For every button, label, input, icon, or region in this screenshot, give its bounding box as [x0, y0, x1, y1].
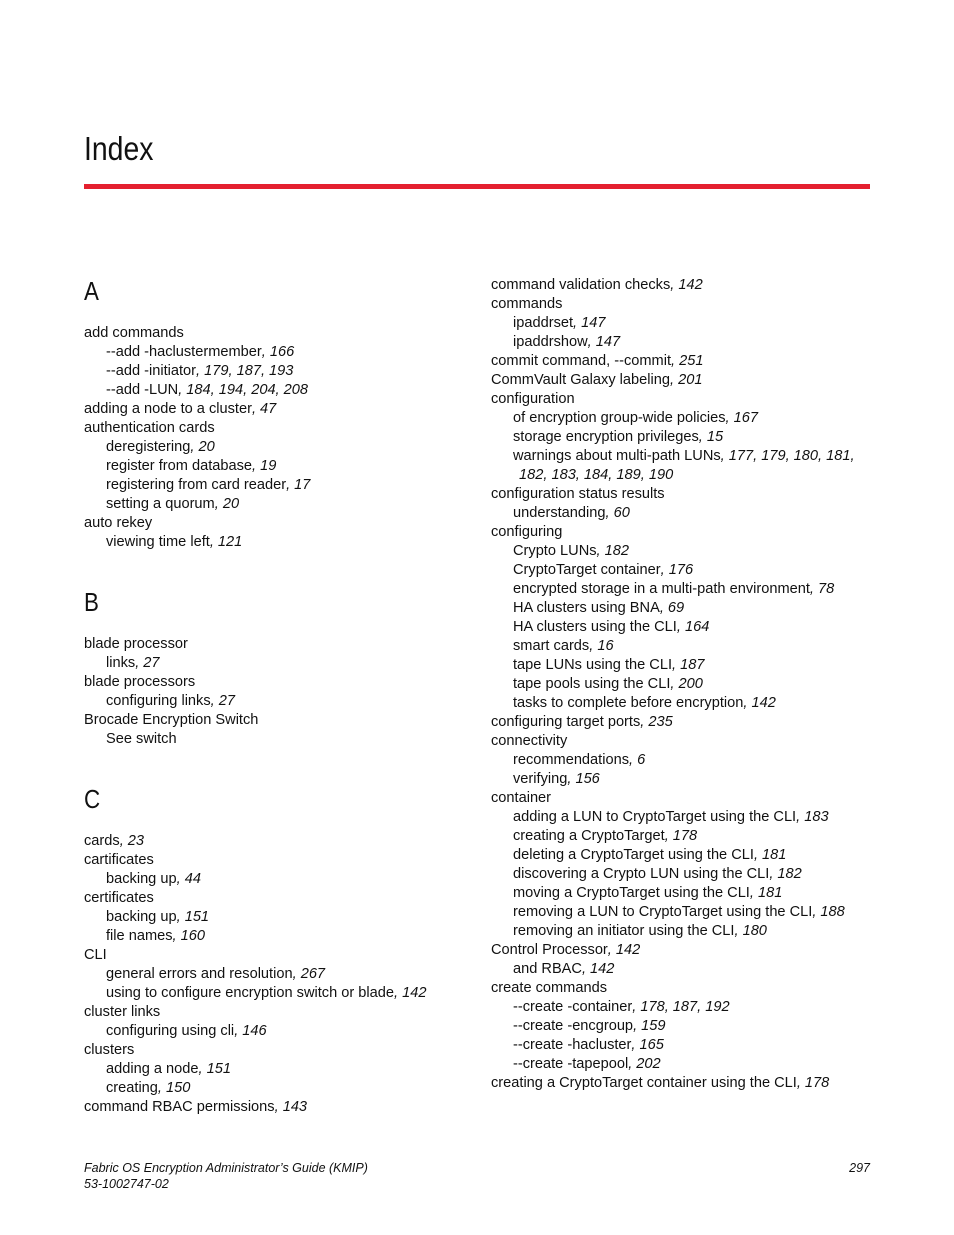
- index-term: ipaddrshow: [513, 334, 588, 350]
- index-term: cartificates: [84, 852, 154, 868]
- index-term: warnings about multi-path LUNs: [513, 448, 721, 464]
- index-term: adding a node to a cluster: [84, 401, 252, 417]
- index-subentry: [491, 846, 891, 865]
- index-subentry: [491, 580, 891, 599]
- index-term: Control Processor: [491, 942, 608, 958]
- index-page-refs[interactable]: , 187: [672, 657, 705, 673]
- index-page-refs[interactable]: , 20: [190, 439, 215, 455]
- index-entry: [491, 485, 891, 504]
- index-page-refs[interactable]: , 178: [664, 828, 698, 844]
- index-term: --create -container: [513, 999, 633, 1015]
- index-term: deleting a CryptoTarget using the CLI: [513, 847, 754, 863]
- index-subentry: [491, 1055, 891, 1074]
- index-term: general errors and resolution: [106, 966, 293, 982]
- index-entry: [84, 832, 484, 851]
- index-term: understanding: [513, 505, 606, 521]
- index-term: backing up: [106, 871, 177, 887]
- index-term: add commands: [84, 325, 184, 341]
- index-subentry: [491, 865, 891, 884]
- index-entry: [84, 946, 484, 965]
- index-page-refs[interactable]: , 142: [607, 942, 641, 958]
- index-term: configuring using cli: [106, 1023, 235, 1039]
- index-term: cards: [84, 833, 120, 849]
- index-term: file names: [106, 928, 173, 944]
- index-term: authentication cards: [84, 420, 215, 436]
- index-entry: [491, 523, 891, 542]
- index-subentry: [491, 504, 891, 523]
- index-page-refs[interactable]: , 16: [589, 638, 614, 654]
- index-subentry: [84, 476, 484, 495]
- index-page-refs[interactable]: , 150: [157, 1080, 191, 1096]
- index-subentry: [491, 884, 891, 903]
- index-entry: [491, 713, 891, 732]
- index-subentry: [491, 903, 891, 922]
- index-letter-heading: B: [84, 587, 99, 617]
- index-page-refs[interactable]: , 151: [176, 909, 210, 925]
- index-term: encrypted storage in a multi-path environment: [513, 581, 810, 597]
- index-term: HA clusters using BNA: [513, 600, 660, 616]
- index-page-refs[interactable]: , 47: [251, 401, 277, 417]
- index-entry: [84, 324, 484, 343]
- footer-doc-number: 53-1002747-02: [84, 1177, 169, 1191]
- index-subentry: [491, 827, 891, 846]
- index-subentry: [491, 1036, 891, 1055]
- index-page-refs[interactable]: , 147: [573, 315, 606, 331]
- index-page-refs[interactable]: , 146: [234, 1023, 267, 1039]
- index-term: configuration status results: [491, 486, 665, 502]
- index-subentry: [84, 692, 484, 711]
- index-page-refs[interactable]: , 184, 194, 204, 208: [178, 382, 309, 398]
- index-term: storage encryption privileges: [513, 429, 699, 445]
- index-page-refs[interactable]: , 69: [659, 600, 685, 616]
- index-subentry: [84, 438, 484, 457]
- title-rule: [84, 184, 870, 189]
- index-term: tape LUNs using the CLI: [513, 657, 672, 673]
- index-term: recommendations: [513, 752, 629, 768]
- page-title: Index: [84, 130, 154, 167]
- index-page-refs[interactable]: , 156: [567, 771, 600, 787]
- index-subentry: [491, 808, 891, 827]
- index-entry: [84, 514, 484, 533]
- index-term: using to configure encryption switch or blade: [106, 985, 394, 1001]
- index-page-refs[interactable]: , 60: [605, 505, 630, 521]
- index-term: verifying: [513, 771, 568, 787]
- index-term: configuration: [491, 391, 575, 407]
- index-subentry: [84, 1060, 484, 1079]
- index-subentry: [84, 870, 484, 889]
- index-subentry: [491, 542, 891, 561]
- index-entry: [84, 400, 484, 419]
- index-page-refs[interactable]: , 159: [633, 1018, 666, 1034]
- index-subentry: [84, 495, 484, 514]
- index-term: discovering a Crypto LUN using the CLI: [513, 866, 770, 882]
- index-page-refs[interactable]: , 142: [743, 695, 776, 711]
- index-term: removing an initiator using the CLI: [513, 923, 735, 939]
- index-subentry: [491, 960, 891, 979]
- index-page-refs[interactable]: , 188: [812, 904, 845, 920]
- index-term: adding a node: [106, 1061, 199, 1077]
- index-entry: [84, 851, 484, 870]
- index-term: Crypto LUNs: [513, 543, 597, 559]
- index-page-refs[interactable]: , 201: [670, 372, 703, 388]
- index-term: and RBAC: [513, 961, 582, 977]
- index-entry: [491, 732, 891, 751]
- index-page-refs[interactable]: , 15: [698, 429, 724, 445]
- index-page-refs[interactable]: , 151: [198, 1061, 231, 1077]
- index-page-refs[interactable]: , 160: [172, 928, 205, 944]
- index-entry: [84, 1098, 484, 1117]
- index-term: deregistering: [106, 439, 191, 455]
- index-page-refs[interactable]: , 178: [796, 1075, 830, 1091]
- index-entry: [84, 673, 484, 692]
- index-subentry: [491, 694, 891, 713]
- index-page-refs[interactable]: , 181: [749, 885, 783, 901]
- index-term: removing a LUN to CryptoTarget using the CLI: [513, 904, 813, 920]
- index-subentry: [491, 599, 891, 618]
- index-term: CommVault Galaxy labeling: [491, 372, 670, 388]
- index-subentry: [491, 656, 891, 675]
- index-term: commands: [491, 296, 563, 312]
- index-term: container: [491, 790, 552, 806]
- index-page-refs[interactable]: , 251: [671, 353, 704, 369]
- index-subentry: [84, 984, 484, 1003]
- index-page-refs[interactable]: , 165: [631, 1037, 664, 1053]
- index-subentry: [84, 965, 484, 984]
- index-page-refs[interactable]: , 121: [209, 534, 243, 550]
- index-page-refs[interactable]: , 167: [725, 410, 759, 426]
- index-page-refs[interactable]: , 180: [734, 923, 767, 939]
- index-entry: [84, 889, 484, 908]
- index-entry: [491, 295, 891, 314]
- footer-page-number: 297: [849, 1161, 870, 1175]
- index-page-refs[interactable]: , 181: [753, 847, 787, 863]
- index-page-refs[interactable]: , 182: [596, 543, 629, 559]
- index-term: registering from card reader: [106, 477, 287, 493]
- index-subentry: [491, 1017, 891, 1036]
- index-term: auto rekey: [84, 515, 153, 531]
- index-entry: [491, 352, 891, 371]
- index-page-refs[interactable]: , 164: [676, 619, 710, 635]
- index-term: cluster links: [84, 1004, 161, 1020]
- index-column-right: [491, 276, 891, 1093]
- index-page-refs[interactable]: , 27: [210, 693, 235, 709]
- index-entry: [491, 941, 891, 960]
- index-term: blade processors: [84, 674, 196, 690]
- index-subentry: [491, 618, 891, 637]
- index-subentry: [84, 654, 484, 673]
- index-subentry: [491, 409, 891, 428]
- index-term: viewing time left: [106, 534, 210, 550]
- index-page-refs[interactable]: , 27: [135, 655, 160, 671]
- index-page-refs[interactable]: , 202: [628, 1056, 661, 1072]
- index-page-refs[interactable]: , 20: [214, 496, 240, 512]
- index-term: HA clusters using the CLI: [513, 619, 677, 635]
- index-term: creating: [106, 1080, 158, 1096]
- index-subentry: [491, 314, 891, 333]
- index-subentry: [84, 362, 484, 381]
- index-subentry: [84, 730, 484, 749]
- index-term: --create -tapepool: [513, 1056, 629, 1072]
- index-subentry: [491, 561, 891, 580]
- index-entry: [491, 979, 891, 998]
- index-entry: [491, 789, 891, 808]
- index-term: configuring target ports: [491, 714, 641, 730]
- index-term: --create -hacluster: [513, 1037, 632, 1053]
- index-term: smart cards: [513, 638, 590, 654]
- index-term: CryptoTarget container: [513, 562, 661, 578]
- index-page-refs[interactable]: , 142: [670, 277, 703, 293]
- index-term: --add -haclustermember: [106, 344, 262, 360]
- index-page-refs[interactable]: , 178, 187, 192: [632, 999, 730, 1015]
- index-term: blade processor: [84, 636, 188, 652]
- index-entry: [84, 419, 484, 438]
- index-column-left: [84, 278, 484, 1117]
- index-page-refs[interactable]: , 44: [176, 871, 201, 887]
- index-subentry: [491, 922, 891, 941]
- index-page-refs[interactable]: , 176: [660, 562, 694, 578]
- index-subentry: [491, 675, 891, 694]
- index-term: --add -LUN: [106, 382, 179, 398]
- index-entry: [84, 635, 484, 654]
- index-entry: [84, 1041, 484, 1060]
- index-term: configuring: [491, 524, 563, 540]
- index-subentry: [84, 381, 484, 400]
- index-term: moving a CryptoTarget using the CLI: [513, 885, 750, 901]
- index-page-refs[interactable]: , 235: [640, 714, 673, 730]
- section-gap: [84, 749, 484, 786]
- index-term: create commands: [491, 980, 607, 996]
- index-entry: [491, 1074, 891, 1093]
- index-page-refs[interactable]: , 78: [809, 581, 835, 597]
- index-page-refs[interactable]: , 23: [119, 833, 145, 849]
- footer-left: [84, 1160, 368, 1192]
- index-term: commit command, --commit: [491, 353, 672, 369]
- index-subentry: [491, 333, 891, 352]
- index-term: register from database: [106, 458, 253, 474]
- index-term: tasks to complete before encryption: [513, 695, 744, 711]
- section-gap: [84, 552, 484, 589]
- index-subentry: [84, 927, 484, 946]
- index-subentry: [491, 447, 891, 466]
- index-term: --create -encgroup: [513, 1018, 634, 1034]
- index-letter-heading: A: [84, 276, 99, 306]
- index-term: adding a LUN to CryptoTarget using the CLI: [513, 809, 797, 825]
- index-subentry: [491, 428, 891, 447]
- index-letter-heading: C: [84, 784, 101, 814]
- index-page-refs[interactable]: , 177, 179, 180, 181,: [720, 448, 855, 464]
- index-term: --add -initiator: [106, 363, 197, 379]
- index-page-refs[interactable]: , 182: [769, 866, 802, 882]
- index-page-refs[interactable]: , 6: [629, 752, 646, 768]
- index-term: creating a CryptoTarget container using the CLI: [491, 1075, 797, 1091]
- index-term: of encryption group-wide policies: [513, 410, 726, 426]
- index-term: ipaddrset: [513, 315, 574, 331]
- index-page-refs[interactable]: , 19: [252, 458, 277, 474]
- index-term: setting a quorum: [106, 496, 215, 512]
- index-entry: [491, 276, 891, 295]
- index-subentry: [84, 343, 484, 362]
- index-entry: [491, 390, 891, 409]
- index-page-refs[interactable]: , 179, 187, 193: [196, 363, 294, 379]
- index-term: Brocade Encryption Switch: [84, 712, 259, 728]
- index-page-refs[interactable]: , 183: [796, 809, 829, 825]
- index-page-refs[interactable]: , 143: [274, 1099, 308, 1115]
- index-term: configuring links: [106, 693, 211, 709]
- index-entry: [491, 371, 891, 390]
- index-page-refs[interactable]: 182, 183, 184, 189, 190: [519, 467, 674, 483]
- index-subentry: [84, 533, 484, 552]
- index-subentry: [491, 466, 891, 485]
- index-subentry: [84, 1022, 484, 1041]
- index-term: command RBAC permissions: [84, 1099, 275, 1115]
- index-term: command validation checks: [491, 277, 671, 293]
- index-subentry: [491, 751, 891, 770]
- index-page-refs[interactable]: , 17: [286, 477, 311, 493]
- index-entry: [84, 1003, 484, 1022]
- index-subentry: [84, 908, 484, 927]
- index-page-refs[interactable]: , 147: [587, 334, 621, 350]
- index-page-refs[interactable]: , 142: [393, 985, 427, 1001]
- index-term: creating a CryptoTarget: [513, 828, 665, 844]
- index-term: clusters: [84, 1042, 135, 1058]
- index-subentry: [84, 1079, 484, 1098]
- index-subentry: [491, 770, 891, 789]
- index-term: backing up: [106, 909, 177, 925]
- index-term: CLI: [84, 947, 107, 963]
- footer-book-title: Fabric OS Encryption Administrator’s Guide (KMIP): [84, 1161, 368, 1175]
- index-term: links: [106, 655, 136, 671]
- index-term: connectivity: [491, 733, 568, 749]
- index-subentry: [84, 457, 484, 476]
- index-term: tape pools using the CLI: [513, 676, 671, 692]
- index-page-refs[interactable]: , 200: [670, 676, 703, 692]
- index-subentry: [491, 637, 891, 656]
- index-term: certificates: [84, 890, 154, 906]
- index-subentry: [491, 998, 891, 1017]
- index-page-refs[interactable]: , 142: [581, 961, 615, 977]
- footer-right: [849, 1160, 870, 1176]
- index-page-refs[interactable]: , 267: [292, 966, 326, 982]
- index-entry: [84, 711, 484, 730]
- index-term: See switch: [106, 731, 177, 747]
- index-page-refs[interactable]: , 166: [261, 344, 295, 360]
